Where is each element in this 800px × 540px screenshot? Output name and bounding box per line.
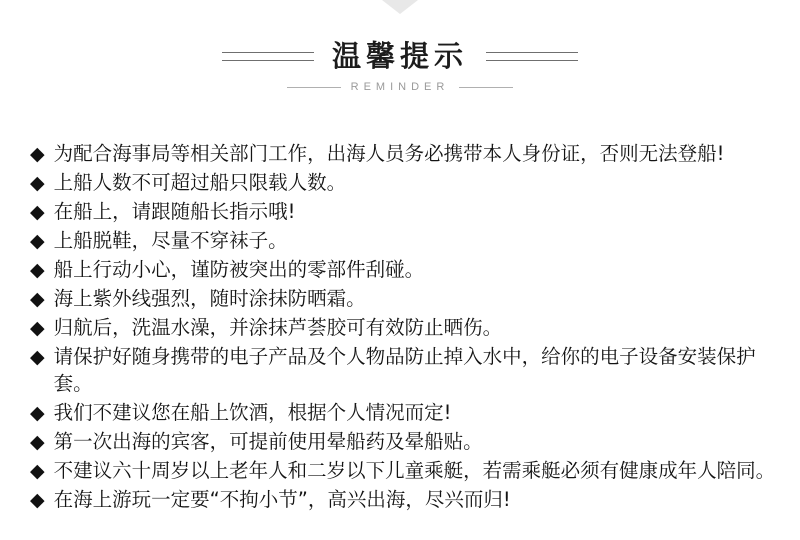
page-subtitle: REMINDER (350, 81, 450, 93)
list-item-text: 在海上游玩一定要“不拘小节”，高兴出海，尽兴而归! (53, 488, 511, 511)
diamond-bullet-icon: ◆ (30, 403, 45, 424)
diamond-bullet-icon: ◆ (30, 202, 45, 223)
header-title-row (0, 39, 800, 73)
list-item-text: 为配合海事局等相关部门工作，出海人员务必携带本人身份证，否则无法登船! (53, 142, 725, 165)
list-item-text: 我们不建议您在船上饮酒，根据个人情况而定! (53, 401, 452, 424)
title-rule-right (486, 52, 578, 61)
list-item (30, 285, 778, 312)
list-item (30, 198, 778, 225)
list-item (30, 227, 778, 254)
diamond-bullet-icon: ◆ (30, 144, 45, 165)
list-item-text: 第一次出海的宾客，可提前使用晕船药及晕船贴。 (53, 430, 483, 453)
page-header (0, 39, 800, 93)
diamond-bullet-icon: ◆ (30, 490, 45, 511)
list-item-text: 在船上，请跟随船长指示哦! (53, 200, 296, 223)
diamond-bullet-icon: ◆ (30, 289, 45, 310)
list-item (30, 343, 778, 397)
chevron-down-icon (382, 0, 418, 14)
list-item (30, 169, 778, 196)
list-item (30, 486, 778, 513)
subtitle-dash-left (287, 87, 341, 88)
list-item (30, 399, 778, 426)
list-item-text: 海上紫外线强烈，随时涂抹防晒霜。 (53, 287, 366, 310)
subtitle-dash-right (459, 87, 513, 88)
diamond-bullet-icon: ◆ (30, 231, 45, 252)
list-item-text: 归航后，洗温水澡，并涂抹芦荟胶可有效防止晒伤。 (53, 316, 503, 339)
list-item (30, 256, 778, 283)
diamond-bullet-icon: ◆ (30, 173, 45, 194)
diamond-bullet-icon: ◆ (30, 260, 45, 281)
list-item-text: 请保护好随身携带的电子产品及个人物品防止掉入水中，给你的电子设备安装保护套。 (53, 345, 756, 395)
list-item (30, 428, 778, 455)
list-item (30, 314, 778, 341)
list-item-text: 不建议六十周岁以上老年人和二岁以下儿童乘艇，若需乘艇必须有健康成年人陪同。 (53, 459, 776, 482)
list-item-text: 上船人数不可超过船只限载人数。 (53, 171, 347, 194)
diamond-bullet-icon: ◆ (30, 347, 45, 368)
header-subtitle-row (0, 81, 800, 93)
title-rule-left (222, 52, 314, 61)
diamond-bullet-icon: ◆ (30, 318, 45, 339)
list-item (30, 457, 778, 484)
reminder-list (30, 140, 778, 515)
page-title: 温馨提示 (331, 39, 468, 73)
diamond-bullet-icon: ◆ (30, 432, 45, 453)
list-item-text: 上船脱鞋，尽量不穿袜子。 (53, 229, 288, 252)
list-item-text: 船上行动小心，谨防被突出的零部件刮碰。 (53, 258, 425, 281)
list-item (30, 140, 778, 167)
diamond-bullet-icon: ◆ (30, 461, 45, 482)
